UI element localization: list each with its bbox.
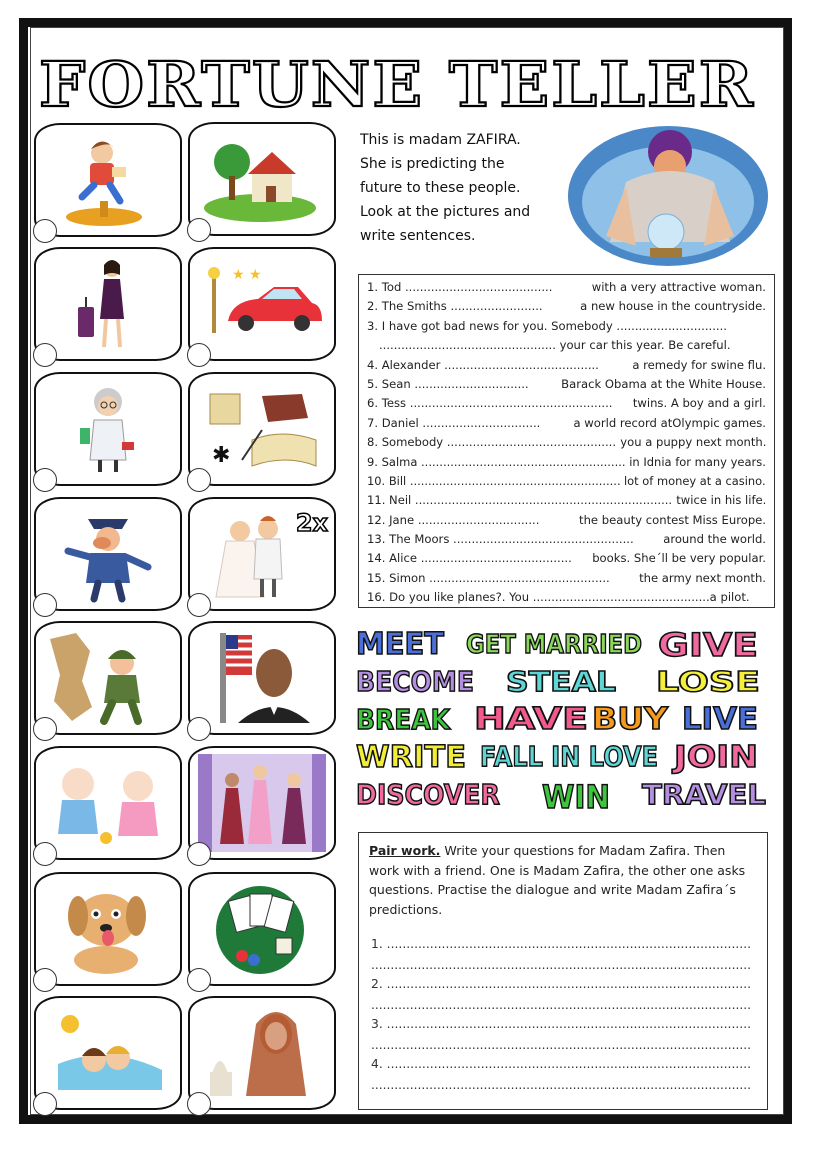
casino-picture (198, 880, 326, 978)
answer-circle-1[interactable] (33, 219, 57, 243)
verb-discover: DISCOVER (356, 778, 500, 811)
picture-card-obama (188, 621, 336, 735)
picture-card-policeman (34, 497, 182, 611)
sentence-start: 9. Salma ........................................................ (367, 454, 626, 469)
sentence-end: twins. A boy and a girl. (632, 396, 766, 411)
sentence-line (367, 493, 766, 512)
sentence-line (367, 377, 766, 396)
sentence-start: 10. Bill .......................................................... (367, 473, 621, 488)
answer-line[interactable]: .................................................................................................. (371, 1037, 752, 1052)
answer-circle-11[interactable] (33, 842, 57, 866)
intro-line: Look at the pictures and (360, 204, 531, 220)
sentence-start: 12. Jane ................................. (367, 512, 540, 527)
sentence-start: 6. Tess ....................................................... (367, 396, 613, 411)
runner-picture (44, 131, 172, 229)
intro-line: This is madam ZAFIRA. (360, 132, 521, 148)
answer-circle-15[interactable] (33, 1092, 57, 1116)
answer-circle-6[interactable] (187, 468, 211, 492)
sentence-start: 16. Do you like planes?. You ................................................a pilot. (367, 590, 750, 605)
sentence-line (367, 358, 766, 377)
verb-fall-in-love: FALL IN LOVE (480, 740, 659, 773)
intro-line: write sentences. (360, 228, 476, 244)
sentence-line (367, 590, 766, 609)
house-picture (198, 130, 326, 228)
sentence-line (367, 571, 766, 590)
answer-line[interactable]: .................................................................................................. (371, 997, 752, 1012)
intro-line: She is predicting the (360, 156, 505, 172)
sentence-start: 15. Simon ................................................. (367, 570, 610, 585)
svg-text:✱: ✱ (212, 443, 231, 468)
sentence-line (367, 280, 766, 299)
sentence-line (367, 474, 766, 493)
madam-zafira-picture (566, 122, 771, 268)
sentence-start: 11. Neil ...................................................................... (367, 493, 673, 508)
sentence-line (367, 396, 766, 415)
verb-become: BECOME (356, 665, 474, 698)
answer-circle-8[interactable] (187, 593, 211, 617)
verb-buy: BUY (592, 702, 668, 737)
sentence-end: a new house in the countryside. (580, 299, 766, 314)
sentences-exercise (358, 274, 775, 608)
answer-circle-4[interactable] (187, 343, 211, 367)
scientist-picture (44, 380, 172, 478)
verb-live: LIVE (682, 702, 758, 737)
verb-word-bank (356, 625, 776, 820)
picture-card-car (188, 247, 336, 361)
picture-card-dreamers (34, 996, 182, 1110)
answer-circle-5[interactable] (33, 468, 57, 492)
pair-work-instructions (369, 841, 757, 919)
sentence-line (367, 299, 766, 318)
verb-write: WRITE (356, 740, 467, 775)
verb-meet: MEET (356, 627, 445, 662)
verb-have: HAVE (474, 702, 589, 737)
beauty-contest-picture (198, 754, 326, 852)
sentence-end: you a puppy next month. (619, 435, 766, 450)
car-picture (198, 255, 326, 353)
verb-break: BREAK (356, 703, 451, 736)
picture-card-businesswoman (34, 247, 182, 361)
sentence-end: twice in his life. (675, 493, 766, 508)
sentence-line (367, 319, 766, 338)
babies-picture (44, 754, 172, 852)
answer-circle-12[interactable] (187, 842, 211, 866)
intro-line: future to these people. (360, 180, 521, 196)
sentence-start: 5. Sean ............................... (367, 376, 529, 391)
verb-win: WIN (542, 778, 610, 816)
sentence-start: 1. Tod ........................................ (367, 280, 553, 294)
sentence-start: 14. Alice ......................................... (367, 551, 572, 566)
answer-circle-14[interactable] (187, 968, 211, 992)
puppy-picture (44, 880, 172, 978)
sentence-line (367, 513, 766, 532)
answer-line[interactable]: .................................................................................................. (371, 1077, 752, 1092)
sentence-start: 2. The Smiths ......................... (367, 299, 543, 314)
businesswoman-picture (44, 255, 172, 353)
answer-circle-2[interactable] (187, 218, 211, 242)
answer-line[interactable]: 3. ............................................................................................. (371, 1016, 752, 1031)
svg-text:FORTUNE TELLER: FORTUNE TELLER (39, 48, 756, 118)
sentence-line (367, 532, 766, 551)
answer-circle-3[interactable] (33, 343, 57, 367)
picture-card-babies (34, 746, 182, 860)
sentence-end: Barack Obama at the White House. (561, 376, 766, 391)
sentence-end: with a very attractive woman. (591, 280, 766, 294)
indian-woman-picture (198, 1004, 326, 1102)
picture-card-indian-woman (188, 996, 336, 1110)
sentence-end: a world record atOlympic games. (573, 415, 766, 430)
dreamers-picture (44, 1004, 172, 1102)
svg-text:★ ★: ★ ★ (232, 267, 262, 283)
picture-card-soldier (34, 621, 182, 735)
intro-text (360, 128, 565, 248)
pair-work-text: Write your questions for Madam Zafira. Then work with a friend. One is Madam Zafira, the other one asks questions. Practise the dialogue and write Madam Zafira´s predictions. (369, 843, 746, 917)
sentence-start: 13. The Moors ................................................. (367, 532, 634, 547)
picture-card-casino (188, 872, 336, 986)
verb-steal: STEAL (506, 665, 617, 698)
pair-work-box (358, 832, 768, 1110)
sentence-end: the army next month. (639, 570, 766, 585)
verb-get-married: GET MARRIED (466, 630, 643, 660)
books-picture (198, 380, 326, 478)
verb-give: GIVE (658, 626, 758, 664)
sentence-end: around the world. (663, 532, 766, 547)
picture-card-books (188, 372, 336, 486)
answer-line[interactable]: 2. ............................................................................................. (371, 976, 752, 991)
verb-join: JOIN (674, 740, 759, 775)
answer-line[interactable]: 4. ............................................................................................. (371, 1056, 752, 1071)
sentence-start: ................................................ your car this year. Be careful. (379, 338, 731, 353)
picture-card-beauty-contest (188, 746, 336, 860)
sentence-end: the beauty contest Miss Europe. (579, 512, 766, 527)
sentence-start: 7. Daniel ................................ (367, 415, 541, 430)
verb-travel: TRAVEL (642, 778, 766, 811)
sentence-line (367, 455, 766, 474)
sentence-end: in Idnia for many years. (629, 454, 766, 469)
sentence-start: 8. Somebody .............................................. (367, 435, 617, 450)
twice-badge: 2x (295, 509, 328, 537)
answer-circle-7[interactable] (33, 593, 57, 617)
picture-card-scientist (34, 372, 182, 486)
page-title (32, 48, 762, 118)
answer-circle-16[interactable] (187, 1092, 211, 1116)
sentence-start: 3. I have got bad news for you. Somebody .............................. (367, 318, 727, 333)
sentence-start: 4. Alexander .......................................... (367, 357, 599, 372)
picture-card-puppy (34, 872, 182, 986)
picture-card-house (188, 122, 336, 236)
answer-circle-10[interactable] (187, 717, 211, 741)
answer-line[interactable]: 1. ............................................................................................. (371, 936, 752, 951)
verb-lose: LOSE (656, 665, 761, 698)
sentence-end: lot of money at a casino. (624, 473, 766, 488)
sentence-end: a remedy for swine flu. (632, 357, 766, 372)
picture-card-runner (34, 123, 182, 237)
obama-picture (198, 629, 326, 727)
answer-line[interactable]: .................................................................................................. (371, 957, 752, 972)
picture-card-wedding (188, 497, 336, 611)
sentence-end: books. She´ll be very popular. (592, 551, 766, 566)
sentence-line (367, 416, 766, 435)
sentence-line (367, 338, 766, 357)
pair-work-title: Pair work. (369, 843, 441, 858)
answer-circle-13[interactable] (33, 968, 57, 992)
sentence-line (367, 551, 766, 570)
policeman-picture (44, 505, 172, 603)
answer-circle-9[interactable] (33, 717, 57, 741)
soldier-picture (44, 629, 172, 727)
sentence-line (367, 435, 766, 454)
